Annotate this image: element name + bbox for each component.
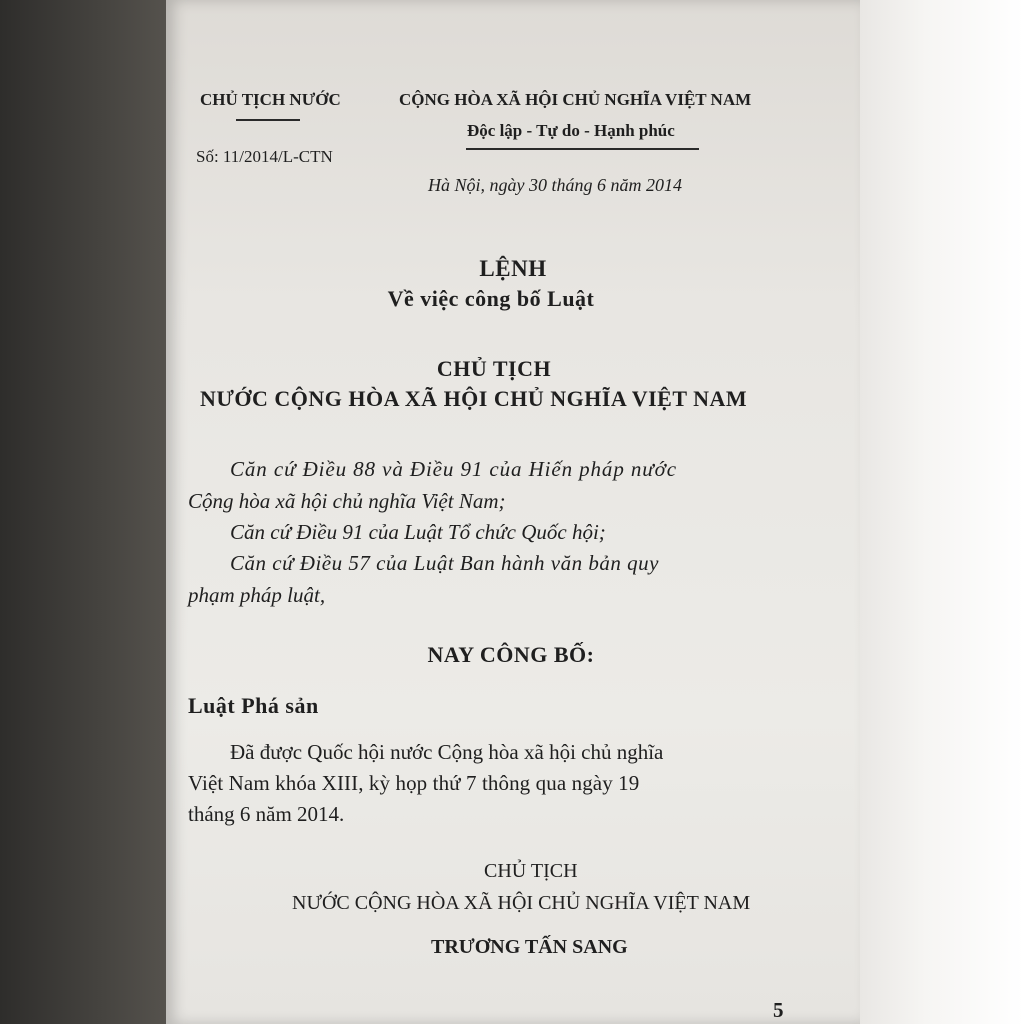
law-name: Luật Phá sản bbox=[188, 693, 319, 718]
document-subtitle: Về việc công bố Luật bbox=[387, 286, 595, 311]
preamble-2: Căn cứ Điều 91 của Luật Tổ chức Quốc hội; bbox=[230, 520, 606, 544]
preamble-3-line-1: Căn cứ Điều 57 của Luật Ban hành văn bản quy bbox=[230, 551, 659, 575]
authority-nation: NƯỚC CỘNG HÒA XÃ HỘI CHỦ NGHĨA VIỆT NAM bbox=[200, 386, 748, 411]
passed-line-3: tháng 6 năm 2014. bbox=[188, 802, 345, 826]
nation-label: CỘNG HÒA XÃ HỘI CHỦ NGHĨA VIỆT NAM bbox=[399, 90, 752, 109]
preamble-1-line-1: Căn cứ Điều 88 và Điều 91 của Hiến pháp nước bbox=[230, 457, 677, 481]
preamble-3-line-2: phạm pháp luật, bbox=[188, 583, 326, 607]
issuer-underline bbox=[236, 119, 300, 121]
background-right bbox=[860, 0, 1024, 1024]
document-page bbox=[166, 0, 860, 1024]
preamble-1-line-2: Cộng hòa xã hội chủ nghĩa Việt Nam; bbox=[188, 489, 506, 513]
signature-title: CHỦ TỊCH bbox=[484, 860, 578, 882]
motto-underline bbox=[466, 148, 699, 150]
passed-line-2: Việt Nam khóa XIII, kỳ họp thứ 7 thông qua ngày 19 bbox=[188, 771, 640, 795]
issuer-label: CHỦ TỊCH NƯỚC bbox=[200, 90, 341, 109]
signatory-name: TRƯƠNG TẤN SANG bbox=[431, 936, 628, 958]
document-number: Số: 11/2014/L-CTN bbox=[196, 147, 333, 166]
proclamation: NAY CÔNG BỐ: bbox=[427, 642, 595, 667]
document-title: LỆNH bbox=[479, 256, 547, 281]
signature-nation: NƯỚC CỘNG HÒA XÃ HỘI CHỦ NGHĨA VIỆT NAM bbox=[292, 892, 751, 914]
authority-title: CHỦ TỊCH bbox=[436, 356, 552, 381]
place-date: Hà Nội, ngày 30 tháng 6 năm 2014 bbox=[428, 175, 682, 195]
motto: Độc lập - Tự do - Hạnh phúc bbox=[467, 121, 675, 140]
passed-line-1: Đã được Quốc hội nước Cộng hòa xã hội chủ nghĩa bbox=[230, 740, 664, 764]
background-left bbox=[0, 0, 166, 1024]
page-number: 5 bbox=[773, 998, 784, 1022]
